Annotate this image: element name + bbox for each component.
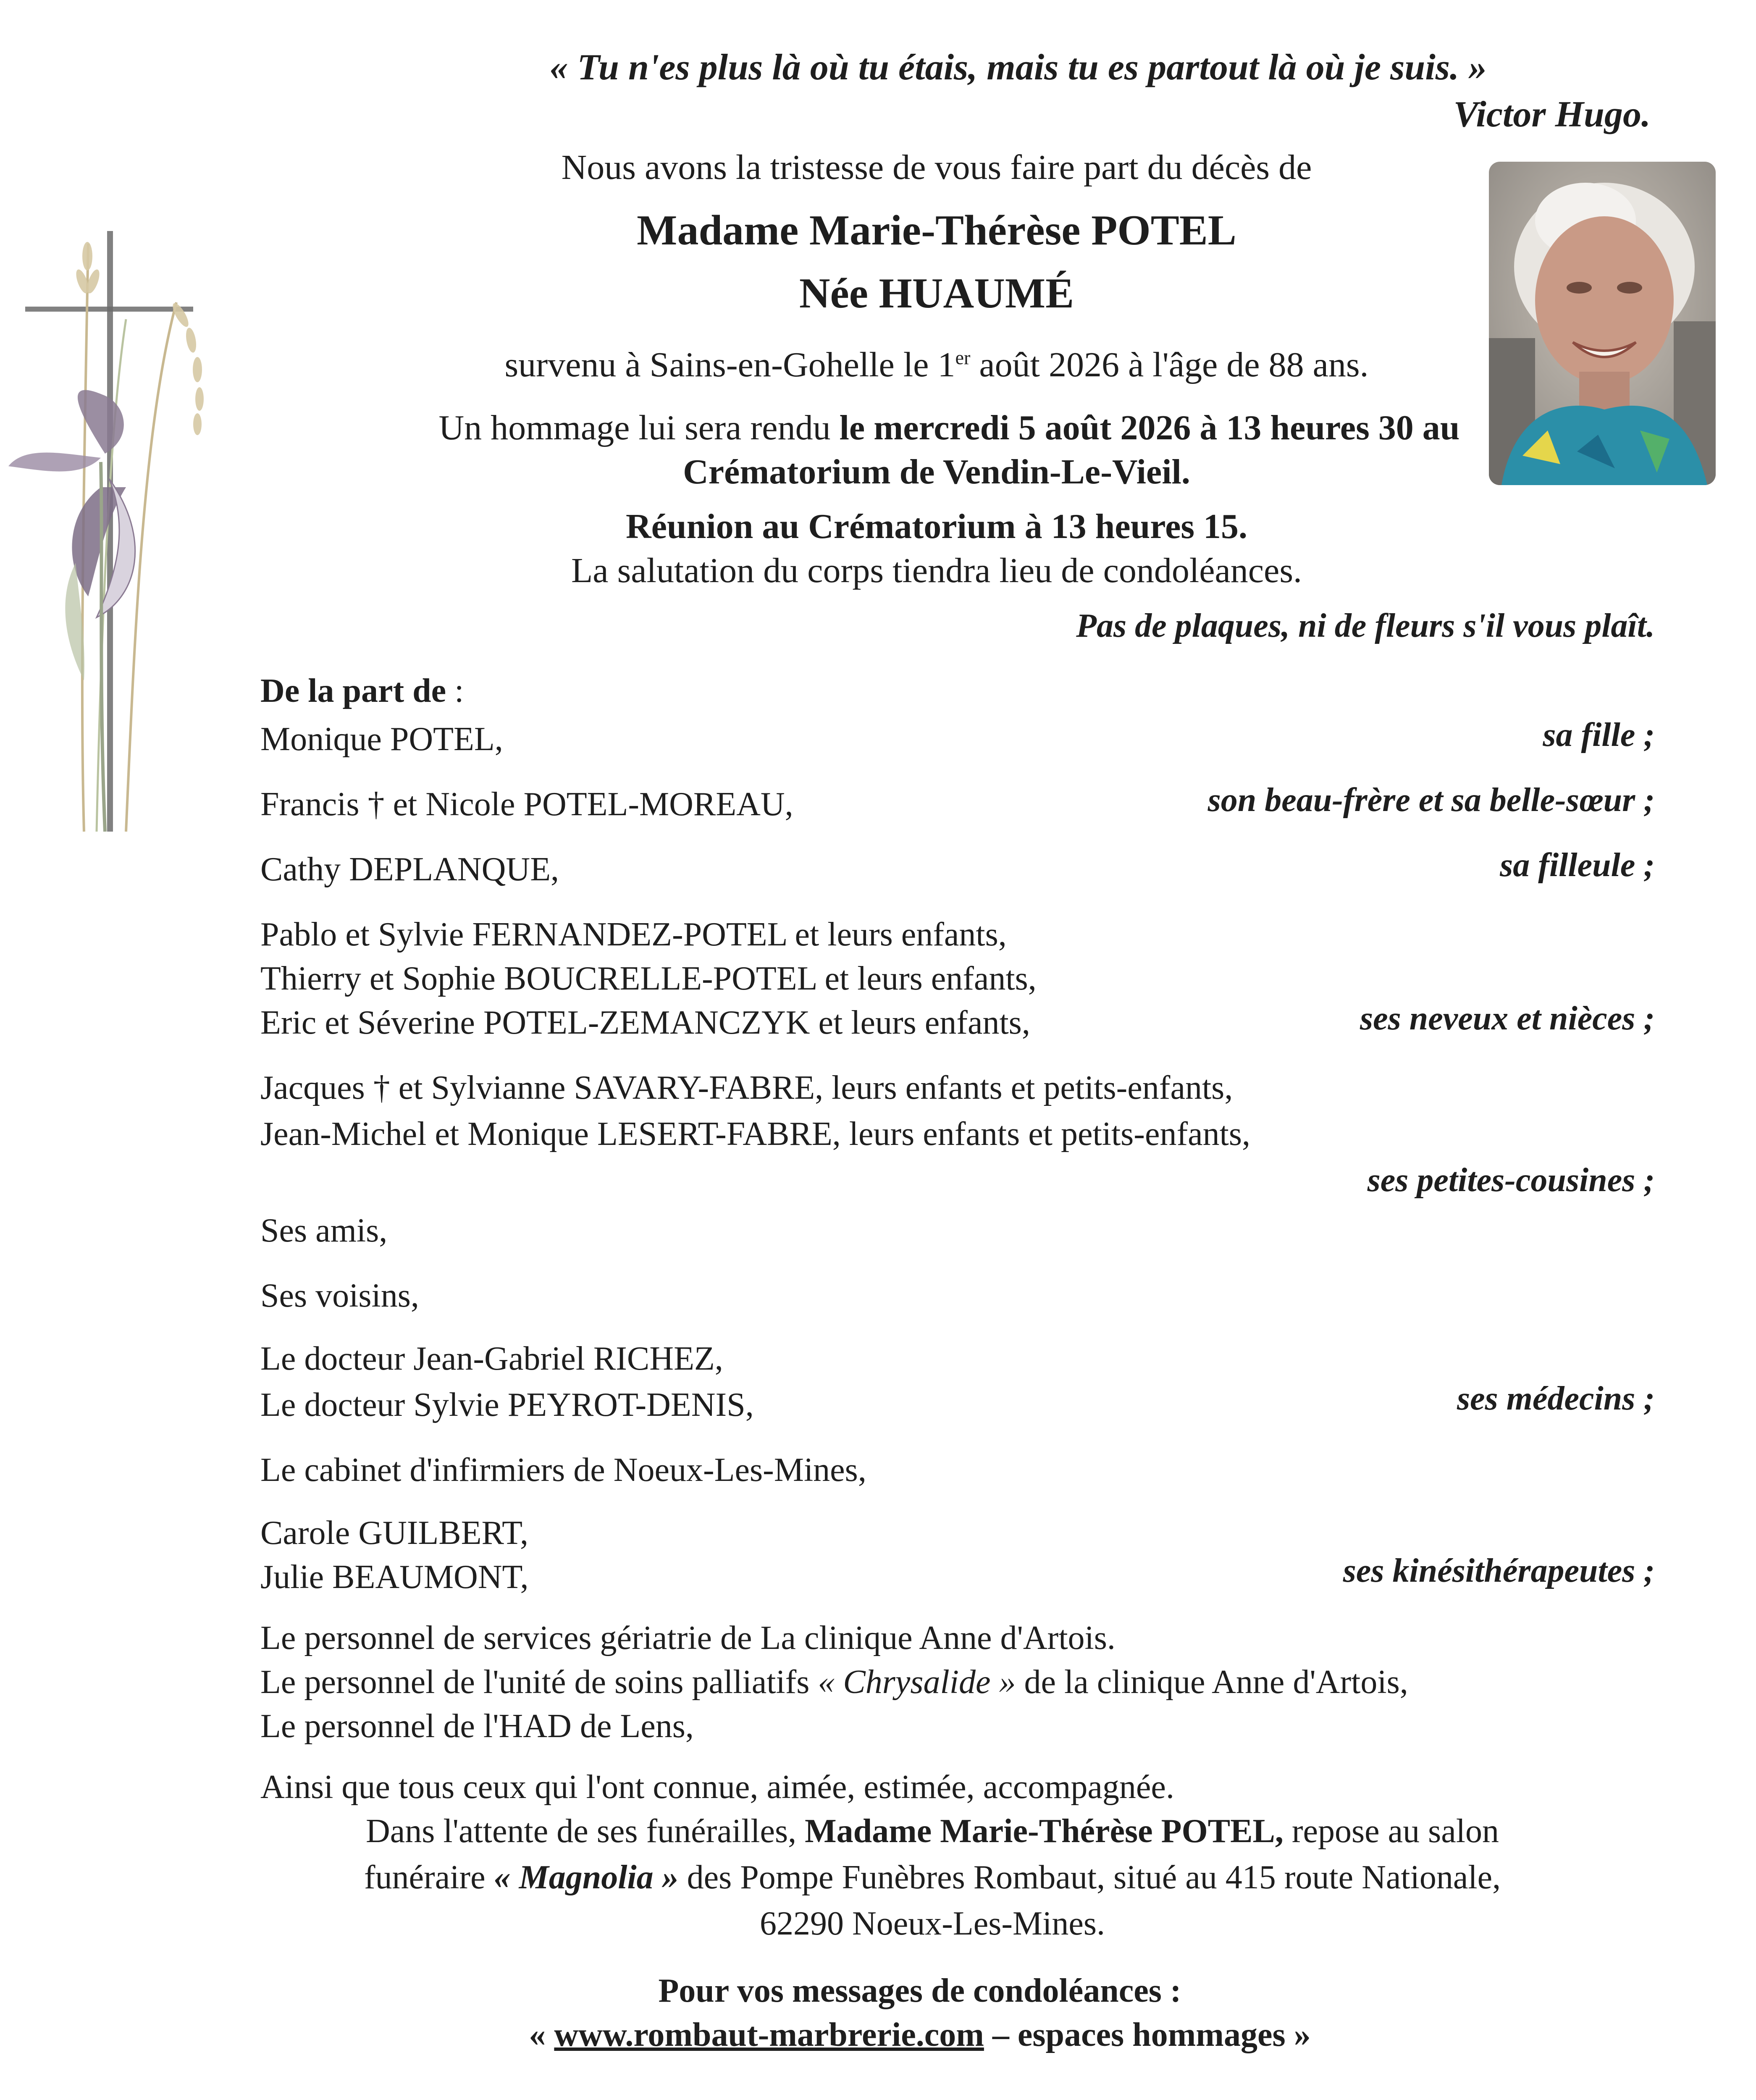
- physio-line: Julie BEAUMONT,: [260, 1559, 529, 1596]
- nurses-text: Le cabinet d'infirmiers de Noeux-Les-Mines,: [260, 1452, 866, 1488]
- nephew-line: Eric et Séverine POTEL-ZEMANCZYK et leurs enfants,: [260, 1004, 1030, 1041]
- staff-line-2: [260, 1663, 1408, 1701]
- all-others-text: Ainsi que tous ceux qui l'ont connue, aimée, estimée, accompagnée.: [260, 1769, 1174, 1806]
- from-heading: [260, 672, 464, 710]
- salutation-text: La salutation du corps tiendra lieu de condoléances.: [571, 551, 1302, 590]
- website-line: [260, 2016, 1579, 2054]
- family-relation: son beau-frère et sa belle-sœur ;: [1207, 782, 1655, 819]
- staff-line-2-before: Le personnel de l'unité de soins palliatifs: [260, 1664, 818, 1701]
- rest-line2-before: funéraire: [364, 1859, 494, 1896]
- cousin-line: Jacques † et Sylvianne SAVARY-FABRE, leurs enfants et petits-enfants,: [260, 1069, 1233, 1106]
- messages-label: Pour vos messages de condoléances :: [658, 1972, 1181, 2009]
- meeting-text: Réunion au Crématorium à 13 heures 15.: [625, 507, 1248, 546]
- family-name: Cathy DEPLANQUE,: [260, 851, 559, 888]
- physios-relation: ses kinésithérapeutes ;: [1343, 1552, 1655, 1589]
- ceremony-place: Crématorium de Vendin-Le-Vieil.: [683, 452, 1190, 491]
- from-colon: :: [446, 672, 464, 709]
- doctor-line: Le docteur Sylvie PEYROT-DENIS,: [260, 1386, 754, 1423]
- website-close: – espaces hommages »: [984, 2016, 1311, 2053]
- from-label: De la part de: [260, 672, 446, 709]
- website-link[interactable]: www.rombaut-marbrerie.com: [554, 2016, 984, 2053]
- staff-line-2-italic: « Chrysalide »: [818, 1664, 1016, 1701]
- death-info-sup: er: [955, 347, 971, 368]
- rest-salon: « Magnolia »: [493, 1859, 679, 1896]
- website-open: «: [529, 2016, 554, 2053]
- rest-line2-after: des Pompe Funèbres Rombaut, situé au 415 route Nationale,: [678, 1859, 1501, 1896]
- cross-lily-wheat-illustration: [0, 218, 235, 874]
- rest-line-2: [260, 1858, 1604, 1897]
- death-info-after: août 2026 à l'âge de 88 ans.: [970, 345, 1369, 384]
- rest-before: Dans l'attente de ses funérailles,: [365, 1813, 805, 1850]
- family-row: [260, 782, 1655, 832]
- staff-line-1: Le personnel de services gériatrie de La clinique Anne d'Artois.: [260, 1620, 1116, 1656]
- nephew-line: Thierry et Sophie BOUCRELLE-POTEL et leurs enfants,: [260, 960, 1037, 997]
- staff-line-3: Le personnel de l'HAD de Lens,: [260, 1708, 694, 1745]
- cousin-line: Jean-Michel et Monique LESERT-FABRE, leurs enfants et petits-enfants,: [260, 1116, 1250, 1152]
- family-row: [260, 717, 1655, 766]
- ceremony-line: [252, 407, 1646, 448]
- rest-name: Madame Marie-Thérèse POTEL,: [805, 1813, 1284, 1850]
- family-relation: sa fille ;: [1543, 717, 1655, 753]
- neighbours-text: Ses voisins,: [260, 1277, 419, 1314]
- cousins-relation: ses petites-cousines ;: [1367, 1162, 1655, 1199]
- deceased-name: Madame Marie-Thérèse POTEL: [637, 207, 1236, 254]
- rest-line-3: 62290 Noeux-Les-Mines.: [759, 1905, 1105, 1942]
- nephew-line: Pablo et Sylvie FERNANDEZ-POTEL et leurs enfants,: [260, 916, 1007, 953]
- no-flowers-text: Pas de plaques, ni de fleurs s'il vous plaît.: [1076, 607, 1655, 644]
- staff-line-2-after: de la clinique Anne d'Artois,: [1016, 1664, 1408, 1701]
- nephews-relation: ses neveux et nièces ;: [1360, 1000, 1655, 1037]
- quote-text: « Tu n'es plus là où tu étais, mais tu es partout là où je suis. »: [549, 47, 1487, 88]
- maiden-name: Née HUAUMÉ: [799, 270, 1074, 317]
- ceremony-date-time: le mercredi 5 août 2026 à 13 heures 30 au: [839, 408, 1460, 447]
- rest-line-1: [260, 1812, 1604, 1851]
- death-info: [235, 344, 1638, 385]
- family-name: Francis † et Nicole POTEL-MOREAU,: [260, 786, 793, 823]
- doctors-relation: ses médecins ;: [1457, 1380, 1655, 1417]
- physio-line: Carole GUILBERT,: [260, 1515, 529, 1551]
- friends-text: Ses amis,: [260, 1212, 388, 1249]
- intro-text: Nous avons la tristesse de vous faire part du décès de: [561, 148, 1312, 187]
- doctor-line: Le docteur Jean-Gabriel RICHEZ,: [260, 1340, 723, 1377]
- rest-after: repose au salon: [1283, 1813, 1499, 1850]
- family-relation: sa filleule ;: [1500, 847, 1655, 884]
- quote-author: Victor Hugo.: [1453, 94, 1651, 135]
- family-row: [260, 847, 1655, 897]
- death-info-before: survenu à Sains-en-Gohelle le 1: [504, 345, 955, 384]
- family-name: Monique POTEL,: [260, 721, 503, 758]
- ceremony-lead: Un hommage lui sera rendu: [438, 408, 840, 447]
